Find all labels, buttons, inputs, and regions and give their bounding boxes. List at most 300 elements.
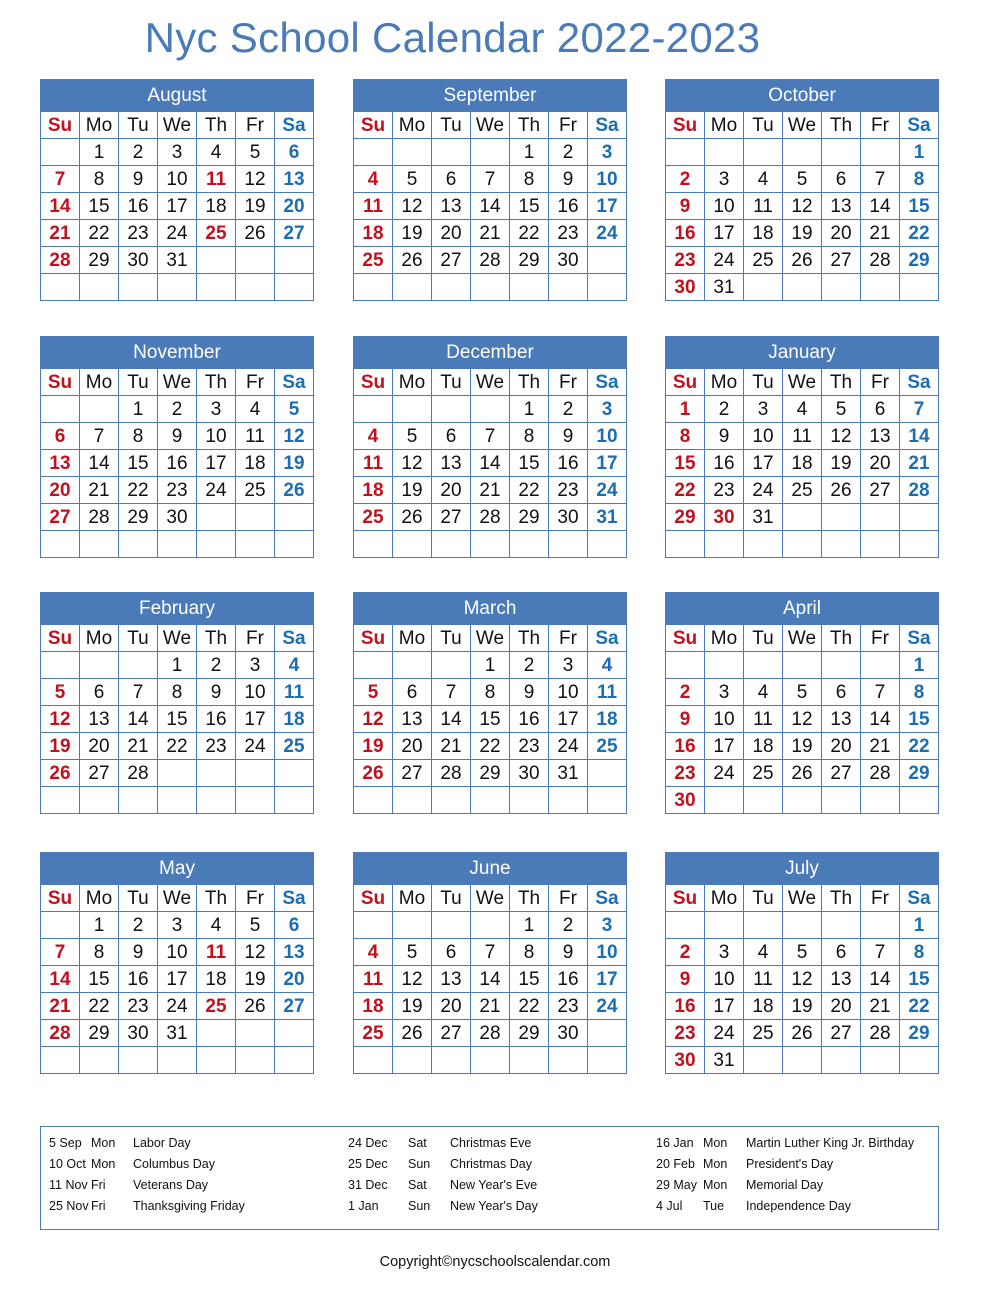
day-cell: 2 bbox=[197, 652, 236, 679]
holiday-date: 10 Oct bbox=[49, 1157, 86, 1171]
day-cell: 18 bbox=[197, 966, 236, 993]
empty-cell bbox=[432, 1047, 471, 1074]
month-title: July bbox=[665, 852, 939, 884]
empty-cell bbox=[822, 787, 861, 814]
empty-cell bbox=[783, 912, 822, 939]
day-cell: 26 bbox=[822, 477, 861, 504]
month-title: October bbox=[665, 79, 939, 111]
weekday-header: Sa bbox=[588, 112, 627, 139]
day-cell: 20 bbox=[275, 193, 314, 220]
day-cell: 12 bbox=[41, 706, 80, 733]
empty-cell bbox=[744, 652, 783, 679]
day-cell: 11 bbox=[744, 966, 783, 993]
week-row bbox=[666, 760, 939, 787]
month-title: June bbox=[353, 852, 627, 884]
day-cell: 7 bbox=[41, 166, 80, 193]
day-cell: 24 bbox=[549, 733, 588, 760]
day-cell: 1 bbox=[471, 652, 510, 679]
week-row bbox=[41, 504, 314, 531]
day-cell: 27 bbox=[393, 760, 432, 787]
day-cell: 7 bbox=[432, 679, 471, 706]
day-cell: 16 bbox=[705, 450, 744, 477]
day-cell: 15 bbox=[510, 450, 549, 477]
week-row bbox=[41, 220, 314, 247]
day-cell: 30 bbox=[666, 1047, 705, 1074]
month-title: February bbox=[40, 592, 314, 624]
holiday-date: 11 Nov bbox=[49, 1178, 88, 1192]
day-cell: 6 bbox=[822, 939, 861, 966]
week-row bbox=[41, 247, 314, 274]
day-cell: 7 bbox=[861, 166, 900, 193]
day-cell: 1 bbox=[666, 396, 705, 423]
month-december bbox=[353, 336, 627, 558]
day-cell: 8 bbox=[158, 679, 197, 706]
empty-cell bbox=[822, 139, 861, 166]
empty-cell bbox=[119, 652, 158, 679]
day-cell: 16 bbox=[119, 966, 158, 993]
day-cell: 21 bbox=[432, 733, 471, 760]
day-cell: 14 bbox=[861, 706, 900, 733]
day-cell: 29 bbox=[510, 247, 549, 274]
empty-cell bbox=[275, 1047, 314, 1074]
day-cell: 19 bbox=[236, 966, 275, 993]
empty-cell bbox=[119, 531, 158, 558]
day-cell: 6 bbox=[432, 166, 471, 193]
holiday-date: 24 Dec bbox=[348, 1136, 388, 1150]
day-cell: 26 bbox=[783, 1020, 822, 1047]
holiday-name: Independence Day bbox=[746, 1199, 851, 1213]
empty-cell bbox=[588, 760, 627, 787]
empty-cell bbox=[432, 912, 471, 939]
week-row bbox=[41, 450, 314, 477]
week-row bbox=[354, 166, 627, 193]
day-cell: 8 bbox=[510, 939, 549, 966]
weekday-header: We bbox=[471, 112, 510, 139]
holiday-date: 20 Feb bbox=[656, 1157, 695, 1171]
week-row bbox=[666, 1020, 939, 1047]
holiday-name: Labor Day bbox=[133, 1136, 191, 1150]
weekday-header-row bbox=[41, 625, 314, 652]
day-cell: 9 bbox=[666, 966, 705, 993]
day-cell: 16 bbox=[549, 450, 588, 477]
empty-cell bbox=[471, 139, 510, 166]
week-row bbox=[354, 706, 627, 733]
week-row bbox=[666, 274, 939, 301]
day-cell: 19 bbox=[393, 477, 432, 504]
day-cell: 30 bbox=[158, 504, 197, 531]
day-cell: 11 bbox=[783, 423, 822, 450]
day-cell: 15 bbox=[900, 966, 939, 993]
empty-cell bbox=[236, 787, 275, 814]
weekday-header: We bbox=[783, 369, 822, 396]
day-cell: 12 bbox=[822, 423, 861, 450]
empty-cell bbox=[744, 139, 783, 166]
empty-cell bbox=[119, 274, 158, 301]
weekday-header: Su bbox=[41, 625, 80, 652]
day-cell: 20 bbox=[822, 733, 861, 760]
empty-cell bbox=[393, 787, 432, 814]
weekday-header: Tu bbox=[432, 625, 471, 652]
week-row bbox=[666, 193, 939, 220]
empty-cell bbox=[705, 787, 744, 814]
empty-cell bbox=[549, 787, 588, 814]
day-cell: 15 bbox=[119, 450, 158, 477]
weekday-header: Fr bbox=[549, 369, 588, 396]
weekday-header-row bbox=[666, 625, 939, 652]
empty-cell bbox=[393, 531, 432, 558]
empty-cell bbox=[41, 274, 80, 301]
day-cell: 24 bbox=[158, 220, 197, 247]
empty-cell bbox=[41, 787, 80, 814]
day-cell: 29 bbox=[119, 504, 158, 531]
day-cell: 2 bbox=[549, 139, 588, 166]
empty-cell bbox=[41, 912, 80, 939]
weekday-header: Mo bbox=[393, 112, 432, 139]
day-cell: 5 bbox=[236, 912, 275, 939]
day-cell: 10 bbox=[197, 423, 236, 450]
day-cell: 9 bbox=[666, 193, 705, 220]
day-cell: 16 bbox=[549, 966, 588, 993]
week-row bbox=[354, 1047, 627, 1074]
empty-cell bbox=[432, 274, 471, 301]
day-cell: 25 bbox=[354, 504, 393, 531]
empty-cell bbox=[41, 396, 80, 423]
empty-cell bbox=[783, 787, 822, 814]
weekday-header: Fr bbox=[236, 885, 275, 912]
empty-cell bbox=[354, 787, 393, 814]
day-cell: 14 bbox=[41, 966, 80, 993]
day-cell: 20 bbox=[393, 733, 432, 760]
empty-cell bbox=[783, 139, 822, 166]
weekday-header: Tu bbox=[744, 112, 783, 139]
day-cell: 1 bbox=[510, 396, 549, 423]
day-cell: 30 bbox=[705, 504, 744, 531]
empty-cell bbox=[80, 787, 119, 814]
holiday-row bbox=[49, 1175, 339, 1196]
day-cell: 12 bbox=[236, 166, 275, 193]
day-cell: 19 bbox=[275, 450, 314, 477]
day-cell: 26 bbox=[354, 760, 393, 787]
empty-cell bbox=[861, 504, 900, 531]
day-cell: 7 bbox=[900, 396, 939, 423]
week-row bbox=[41, 652, 314, 679]
week-row bbox=[666, 531, 939, 558]
day-cell: 13 bbox=[275, 166, 314, 193]
day-cell: 17 bbox=[158, 966, 197, 993]
empty-cell bbox=[588, 274, 627, 301]
day-cell: 18 bbox=[275, 706, 314, 733]
holiday-row bbox=[656, 1196, 946, 1217]
day-cell: 25 bbox=[354, 247, 393, 274]
day-cell: 4 bbox=[744, 679, 783, 706]
day-cell: 27 bbox=[822, 760, 861, 787]
day-cell: 21 bbox=[471, 477, 510, 504]
day-cell: 20 bbox=[861, 450, 900, 477]
day-cell: 28 bbox=[119, 760, 158, 787]
day-cell: 29 bbox=[666, 504, 705, 531]
day-cell: 28 bbox=[900, 477, 939, 504]
weekday-header: Th bbox=[822, 885, 861, 912]
day-cell: 15 bbox=[900, 706, 939, 733]
day-cell: 2 bbox=[119, 912, 158, 939]
day-cell: 19 bbox=[41, 733, 80, 760]
weekday-header: Mo bbox=[393, 885, 432, 912]
holiday-date: 16 Jan bbox=[656, 1136, 694, 1150]
week-row bbox=[666, 912, 939, 939]
week-row bbox=[666, 966, 939, 993]
day-cell: 5 bbox=[393, 423, 432, 450]
weekday-header-row bbox=[354, 112, 627, 139]
holiday-row bbox=[49, 1133, 339, 1154]
day-cell: 27 bbox=[275, 220, 314, 247]
holiday-day: Tue bbox=[703, 1199, 725, 1213]
day-cell: 21 bbox=[900, 450, 939, 477]
month-grid bbox=[353, 368, 627, 558]
holiday-row bbox=[49, 1154, 339, 1175]
weekday-header: Th bbox=[822, 369, 861, 396]
weekday-header: Tu bbox=[119, 625, 158, 652]
week-row bbox=[354, 139, 627, 166]
empty-cell bbox=[197, 274, 236, 301]
day-cell: 2 bbox=[666, 166, 705, 193]
day-cell: 16 bbox=[666, 220, 705, 247]
day-cell: 22 bbox=[80, 993, 119, 1020]
day-cell: 22 bbox=[80, 220, 119, 247]
day-cell: 12 bbox=[783, 193, 822, 220]
holiday-day: Sun bbox=[408, 1157, 431, 1171]
day-cell: 10 bbox=[705, 966, 744, 993]
week-row bbox=[666, 504, 939, 531]
month-grid bbox=[40, 624, 314, 814]
day-cell: 3 bbox=[588, 396, 627, 423]
day-cell: 28 bbox=[471, 247, 510, 274]
empty-cell bbox=[666, 912, 705, 939]
weekday-header: Su bbox=[354, 885, 393, 912]
week-row bbox=[41, 396, 314, 423]
day-cell: 21 bbox=[119, 733, 158, 760]
day-cell: 27 bbox=[861, 477, 900, 504]
week-row bbox=[666, 139, 939, 166]
day-cell: 27 bbox=[822, 247, 861, 274]
empty-cell bbox=[354, 912, 393, 939]
day-cell: 18 bbox=[354, 220, 393, 247]
month-january bbox=[665, 336, 939, 558]
empty-cell bbox=[900, 531, 939, 558]
holiday-row bbox=[656, 1154, 946, 1175]
month-title: April bbox=[665, 592, 939, 624]
day-cell: 22 bbox=[471, 733, 510, 760]
day-cell: 24 bbox=[158, 993, 197, 1020]
day-cell: 30 bbox=[666, 274, 705, 301]
holiday-date: 29 May bbox=[656, 1178, 697, 1192]
empty-cell bbox=[666, 531, 705, 558]
day-cell: 21 bbox=[80, 477, 119, 504]
weekday-header: Sa bbox=[900, 625, 939, 652]
weekday-header: Th bbox=[510, 112, 549, 139]
day-cell: 5 bbox=[783, 679, 822, 706]
empty-cell bbox=[549, 531, 588, 558]
day-cell: 13 bbox=[393, 706, 432, 733]
day-cell: 23 bbox=[666, 247, 705, 274]
day-cell: 24 bbox=[744, 477, 783, 504]
day-cell: 17 bbox=[705, 733, 744, 760]
day-cell: 7 bbox=[41, 939, 80, 966]
day-cell: 3 bbox=[549, 652, 588, 679]
day-cell: 11 bbox=[354, 450, 393, 477]
day-cell: 1 bbox=[900, 912, 939, 939]
day-cell: 28 bbox=[80, 504, 119, 531]
week-row bbox=[41, 423, 314, 450]
day-cell: 22 bbox=[666, 477, 705, 504]
empty-cell bbox=[861, 531, 900, 558]
weekday-header-row bbox=[354, 369, 627, 396]
day-cell: 21 bbox=[861, 220, 900, 247]
week-row bbox=[354, 396, 627, 423]
day-cell: 25 bbox=[197, 220, 236, 247]
week-row bbox=[666, 477, 939, 504]
weekday-header: Fr bbox=[549, 885, 588, 912]
month-october bbox=[665, 79, 939, 301]
day-cell: 14 bbox=[861, 966, 900, 993]
day-cell: 17 bbox=[588, 450, 627, 477]
day-cell: 18 bbox=[744, 220, 783, 247]
day-cell: 9 bbox=[549, 939, 588, 966]
day-cell: 7 bbox=[119, 679, 158, 706]
empty-cell bbox=[393, 139, 432, 166]
day-cell: 26 bbox=[275, 477, 314, 504]
holiday-legend bbox=[40, 1126, 939, 1230]
weekday-header: Th bbox=[822, 112, 861, 139]
empty-cell bbox=[861, 139, 900, 166]
empty-cell bbox=[80, 274, 119, 301]
empty-cell bbox=[471, 787, 510, 814]
empty-cell bbox=[510, 274, 549, 301]
month-june bbox=[353, 852, 627, 1074]
weekday-header-row bbox=[354, 625, 627, 652]
weekday-header: Su bbox=[666, 369, 705, 396]
day-cell: 15 bbox=[510, 966, 549, 993]
holiday-row bbox=[348, 1196, 638, 1217]
empty-cell bbox=[275, 1020, 314, 1047]
empty-cell bbox=[900, 787, 939, 814]
empty-cell bbox=[80, 1047, 119, 1074]
empty-cell bbox=[236, 1020, 275, 1047]
holiday-name: Christmas Eve bbox=[450, 1136, 532, 1150]
day-cell: 11 bbox=[588, 679, 627, 706]
weekday-header: Su bbox=[41, 112, 80, 139]
day-cell: 8 bbox=[80, 166, 119, 193]
day-cell: 25 bbox=[588, 733, 627, 760]
day-cell: 30 bbox=[549, 247, 588, 274]
day-cell: 31 bbox=[705, 274, 744, 301]
day-cell: 22 bbox=[900, 220, 939, 247]
week-row bbox=[666, 733, 939, 760]
day-cell: 18 bbox=[236, 450, 275, 477]
weekday-header: Fr bbox=[861, 885, 900, 912]
day-cell: 2 bbox=[119, 139, 158, 166]
day-cell: 19 bbox=[236, 193, 275, 220]
day-cell: 23 bbox=[549, 477, 588, 504]
holiday-name: Memorial Day bbox=[746, 1178, 824, 1192]
day-cell: 28 bbox=[432, 760, 471, 787]
empty-cell bbox=[236, 1047, 275, 1074]
day-cell: 21 bbox=[861, 733, 900, 760]
empty-cell bbox=[41, 652, 80, 679]
day-cell: 24 bbox=[588, 993, 627, 1020]
day-cell: 17 bbox=[705, 993, 744, 1020]
empty-cell bbox=[393, 912, 432, 939]
empty-cell bbox=[900, 1047, 939, 1074]
day-cell: 26 bbox=[783, 760, 822, 787]
day-cell: 6 bbox=[861, 396, 900, 423]
day-cell: 25 bbox=[354, 1020, 393, 1047]
month-grid bbox=[40, 884, 314, 1074]
day-cell: 11 bbox=[197, 166, 236, 193]
day-cell: 21 bbox=[41, 993, 80, 1020]
holiday-row bbox=[348, 1175, 638, 1196]
week-row bbox=[666, 166, 939, 193]
day-cell: 19 bbox=[393, 220, 432, 247]
week-row bbox=[354, 477, 627, 504]
weekday-header: We bbox=[471, 885, 510, 912]
day-cell: 28 bbox=[41, 247, 80, 274]
day-cell: 25 bbox=[783, 477, 822, 504]
day-cell: 26 bbox=[393, 247, 432, 274]
day-cell: 6 bbox=[432, 423, 471, 450]
day-cell: 1 bbox=[80, 139, 119, 166]
weekday-header-row bbox=[666, 369, 939, 396]
weekday-header-row bbox=[666, 112, 939, 139]
empty-cell bbox=[197, 1020, 236, 1047]
day-cell: 9 bbox=[666, 706, 705, 733]
week-row bbox=[354, 450, 627, 477]
empty-cell bbox=[158, 787, 197, 814]
day-cell: 19 bbox=[783, 733, 822, 760]
weekday-header: Mo bbox=[80, 625, 119, 652]
empty-cell bbox=[588, 1020, 627, 1047]
day-cell: 16 bbox=[666, 993, 705, 1020]
day-cell: 20 bbox=[432, 477, 471, 504]
weekday-header: We bbox=[158, 112, 197, 139]
week-row bbox=[666, 396, 939, 423]
weekday-header: Fr bbox=[236, 112, 275, 139]
day-cell: 14 bbox=[41, 193, 80, 220]
day-cell: 14 bbox=[471, 193, 510, 220]
day-cell: 31 bbox=[744, 504, 783, 531]
day-cell: 11 bbox=[275, 679, 314, 706]
day-cell: 4 bbox=[354, 939, 393, 966]
weekday-header: Sa bbox=[275, 885, 314, 912]
day-cell: 21 bbox=[861, 993, 900, 1020]
day-cell: 2 bbox=[510, 652, 549, 679]
weekday-header: Th bbox=[510, 885, 549, 912]
empty-cell bbox=[900, 274, 939, 301]
day-cell: 1 bbox=[158, 652, 197, 679]
day-cell: 15 bbox=[158, 706, 197, 733]
day-cell: 12 bbox=[783, 706, 822, 733]
weekday-header: We bbox=[158, 625, 197, 652]
weekday-header: Th bbox=[197, 369, 236, 396]
weekday-header-row bbox=[41, 369, 314, 396]
weekday-header: Mo bbox=[80, 885, 119, 912]
week-row bbox=[354, 652, 627, 679]
day-cell: 29 bbox=[900, 760, 939, 787]
day-cell: 13 bbox=[432, 450, 471, 477]
day-cell: 7 bbox=[861, 939, 900, 966]
week-row bbox=[41, 139, 314, 166]
day-cell: 22 bbox=[510, 993, 549, 1020]
day-cell: 5 bbox=[275, 396, 314, 423]
